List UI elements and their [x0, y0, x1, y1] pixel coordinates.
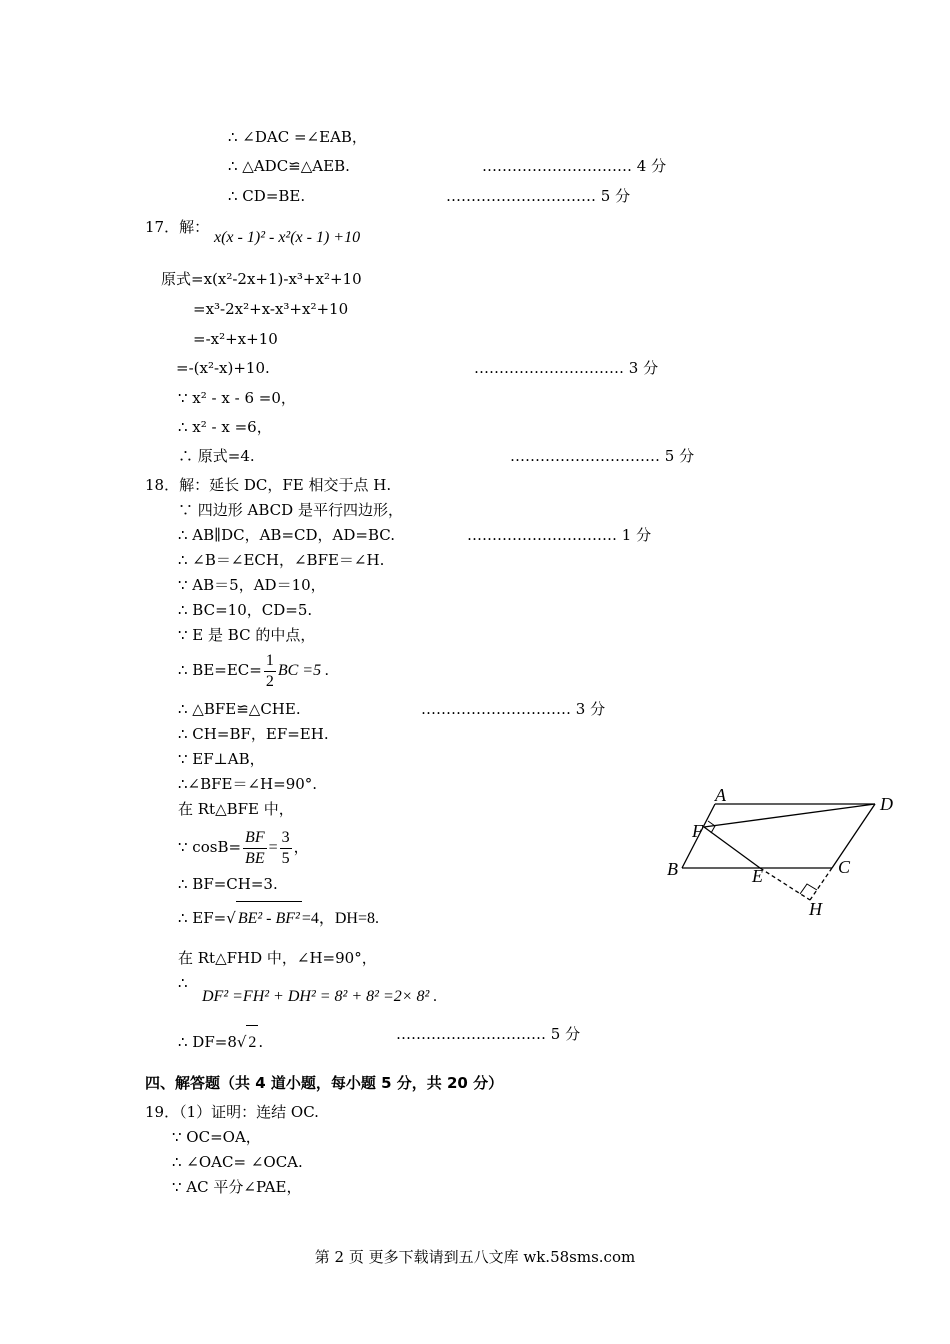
text-line: ∴ CH=BF，EF=EH. [178, 725, 329, 743]
text-line: ∴ △BFE≌△CHE. [178, 700, 301, 718]
text-line [178, 1025, 263, 1058]
text-fragment: BC =5 . [277, 662, 330, 679]
text-line: =-(x²-x)+10. [176, 359, 270, 377]
text-line: 原式=x(x²-2x+1)-x³+x²+10 [161, 270, 362, 288]
text-line [178, 901, 379, 934]
text-line: ∴∠BFE＝∠H=90°. [178, 775, 318, 793]
text-line: ∵ x² - x - 6 =0， [178, 389, 296, 407]
segment-FE [704, 827, 760, 868]
text-line: =x³-2x²+x-x³+x²+10 [193, 300, 349, 318]
score-mark: ………………………… 4 分 [482, 157, 667, 175]
text-line: ∴ △ADC≌△AEB. [228, 157, 350, 175]
score-mark: ………………………… 5 分 [396, 1025, 581, 1043]
label-E: E [752, 866, 763, 886]
text-line: ∵ OC=OA， [172, 1128, 261, 1146]
label-B: B [667, 859, 678, 879]
text-line: 在 Rt△FHD 中，∠H=90°， [178, 949, 377, 967]
label-H: H [809, 899, 822, 919]
text-fragment: . [258, 1033, 264, 1051]
fraction-numerator: 1 [264, 653, 276, 672]
score-mark: ………………………… 5 分 [446, 187, 631, 205]
text-line: ∴ ∠OAC= ∠OCA. [172, 1153, 303, 1171]
text-line: 在 Rt△BFE 中， [178, 800, 294, 818]
fraction-denominator: 2 [265, 672, 274, 690]
sqrt-radicand: BE² - BF² [236, 901, 302, 934]
score-mark: ………………………… 5 分 [510, 447, 695, 465]
score-mark: ………………………… 3 分 [474, 359, 659, 377]
text-line: ∴ CD=BE. [228, 187, 306, 205]
text-fragment: ∴ BE=EC= [178, 661, 262, 679]
text-fragment: ， [293, 838, 309, 856]
text-line: ∴ x² - x =6， [178, 418, 272, 436]
math-expression: DF² =FH² + DH² = 8² + 8² =2× 8² . [202, 988, 438, 1005]
text-line [178, 825, 309, 870]
fraction [243, 830, 267, 867]
text-line: ∴ 原式=4. [178, 447, 255, 465]
question-number: 17．解： [145, 218, 210, 236]
text-line: ∵ EF⊥AB， [178, 750, 265, 768]
fraction-denominator: 5 [281, 849, 290, 867]
score-mark: ………………………… 3 分 [421, 700, 606, 718]
label-A: A [715, 785, 726, 805]
question-number: 19．（1）证明：连结 OC. [145, 1103, 319, 1121]
label-C: C [838, 857, 851, 877]
segment-FD [704, 804, 875, 827]
text-line: =-x²+x+10 [193, 330, 278, 348]
text-line: ∴ [178, 974, 188, 992]
text-line: ∴ ∠B＝∠ECH，∠BFE＝∠H. [178, 551, 385, 569]
parallelogram-figure [655, 782, 905, 922]
sqrt-sign: √ [236, 1033, 247, 1051]
math-expression: x(x - 1)² - x²(x - 1) +10 [214, 229, 361, 246]
segment-EH [760, 868, 810, 900]
text-line: ∵ AB＝5，AD＝10， [178, 576, 326, 594]
label-D: D [880, 794, 893, 814]
fraction [280, 830, 292, 867]
text-line: ∴ AB∥DC，AB=CD，AD=BC. [178, 526, 395, 544]
text-line: ∴ ∠DAC =∠EAB， [228, 128, 367, 146]
text-fragment: ∴ EF= [178, 909, 227, 927]
text-fragment: ∵ cosB= [178, 838, 242, 856]
text-line: ∵ E 是 BC 的中点， [178, 626, 316, 644]
sqrt-radicand: 2 [246, 1025, 258, 1058]
text-line: ∴ BF=CH=3. [178, 875, 278, 893]
fraction [264, 653, 276, 690]
text-fragment: =4，DH=8. [301, 910, 379, 927]
text-line: ∵ 四边形 ABCD 是平行四边形， [178, 501, 403, 519]
segment-CH [810, 868, 832, 900]
fraction-denominator: BE [245, 849, 265, 867]
text-line [178, 651, 329, 690]
equals-sign: = [268, 839, 278, 856]
text-line: ∵ AC 平分∠PAE， [172, 1178, 302, 1196]
sqrt-sign: √ [226, 909, 236, 927]
text-line: ∴ BC=10，CD=5. [178, 601, 313, 619]
fraction-numerator: 3 [280, 830, 292, 849]
score-mark: ………………………… 1 分 [467, 526, 652, 544]
question-number: 18．解：延长 DC，FE 相交于点 H. [145, 476, 392, 494]
page-footer: 第 2 页 更多下载请到五八文库 wk.58sms.com [314, 1248, 636, 1266]
label-F: F [692, 821, 703, 841]
section-heading: 四、解答题（共 4 道小题，每小题 5 分，共 20 分） [145, 1074, 504, 1092]
text-fragment: ∴ DF=8 [178, 1033, 237, 1051]
fraction-numerator: BF [243, 830, 267, 849]
